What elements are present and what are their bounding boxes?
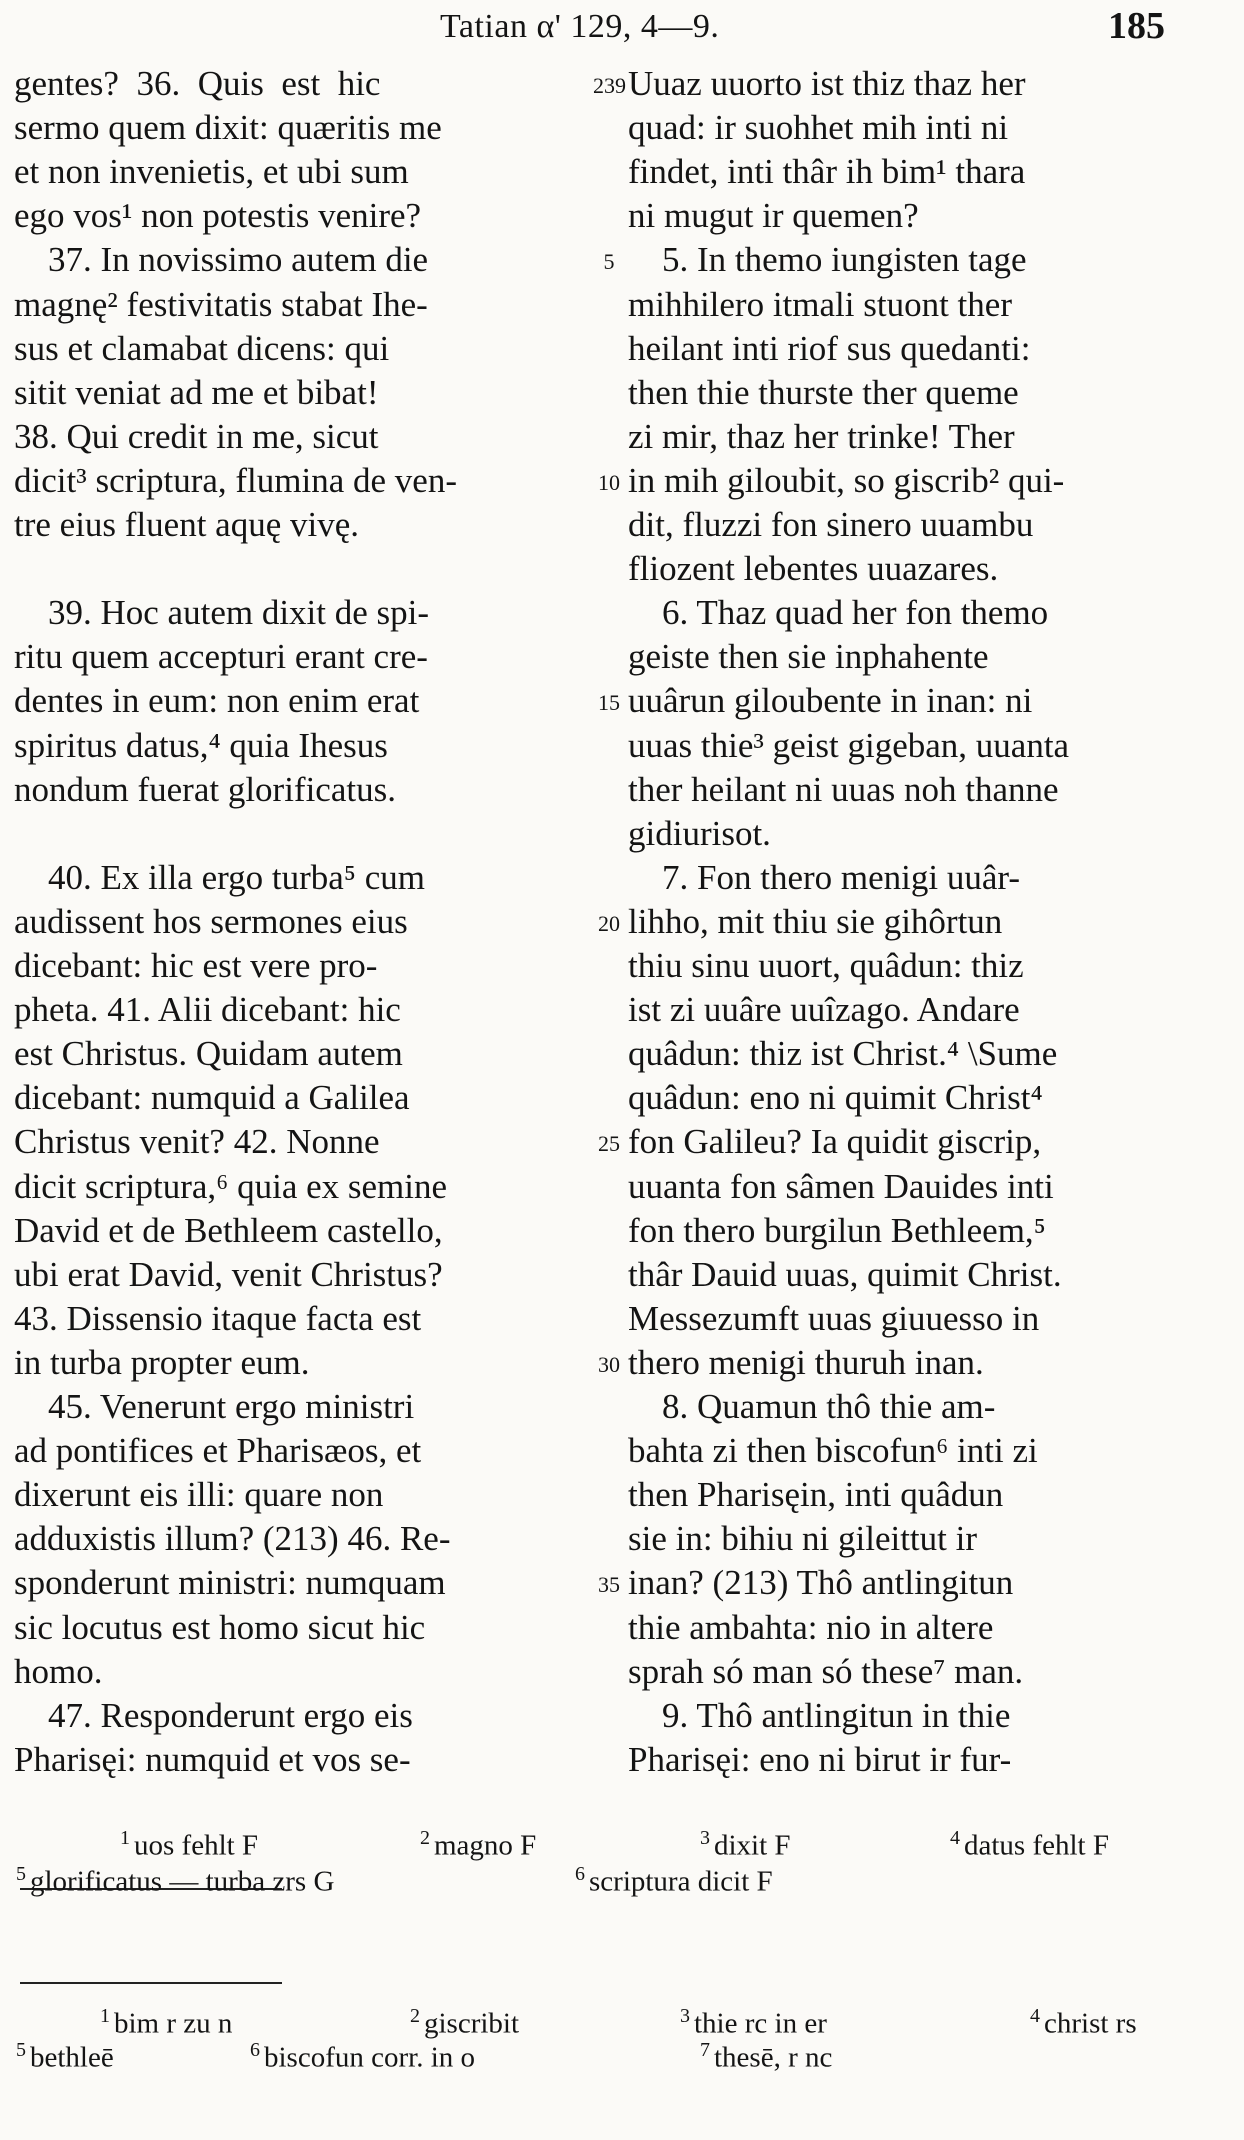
- running-head: Tatian α' 129, 4—9.: [440, 8, 720, 45]
- latin-line: 43. Dissensio itaque facta est: [14, 1298, 422, 1338]
- footnote: [16, 1856, 334, 1900]
- german-line: 8. Quamun thô thie am-: [662, 1387, 996, 1426]
- footnote-number: 3: [700, 1827, 710, 1849]
- german-line: then Pharisęin, inti quâdun: [628, 1475, 1004, 1515]
- latin-line: adduxistis illum? (213) 46. Re-: [14, 1519, 451, 1559]
- footnote-text: thie rc in er: [694, 2007, 827, 2040]
- latin-line: 39. Hoc autem dixit de spi-: [48, 593, 430, 633]
- footnote-text: bim r zu n: [114, 2007, 233, 2040]
- german-line: 5. In themo iungisten tage: [662, 240, 1027, 280]
- latin-line: est Christus. Quidam autem: [14, 1034, 403, 1074]
- page-number: 185: [1108, 5, 1165, 47]
- latin-line: 38. Qui credit in me, sicut: [14, 416, 379, 456]
- footnote: [420, 1820, 536, 1864]
- footnote: [1030, 1998, 1137, 2042]
- german-line: thiu sinu uuort, quâdun: thiz: [628, 946, 1024, 985]
- german-line: mihhilero itmali stuont ther: [628, 284, 1012, 324]
- german-line: Pharisęi: eno ni birut ir fur-: [628, 1739, 1012, 1779]
- footnote-text: christ rs: [1044, 2007, 1137, 2040]
- line-number: 25: [598, 1131, 620, 1157]
- footnote-text: scriptura dicit F: [589, 1865, 773, 1898]
- footnote-number: 4: [1030, 2005, 1040, 2027]
- footnote-number: 6: [575, 1863, 585, 1885]
- footnote-text: biscofun corr. in o: [264, 2041, 476, 2074]
- latin-line: sermo quem dixit: quæritis me: [14, 108, 442, 148]
- footnote-number: 3: [680, 2005, 690, 2027]
- latin-line: 40. Ex illa ergo turba⁵ cum: [48, 857, 426, 897]
- latin-line: David et de Bethleem castello,: [14, 1210, 443, 1250]
- german-line: lihho, mit thiu sie gihôrtun: [628, 901, 1003, 941]
- line-number: 20: [598, 910, 620, 936]
- german-line: fon Galileu? Ia quidit giscrip,: [628, 1122, 1042, 1162]
- latin-line: dentes in eum: non enim erat: [14, 681, 420, 721]
- line-number: 10: [598, 469, 620, 495]
- latin-line: in turba propter eum.: [14, 1342, 310, 1382]
- latin-line: Christus venit? 42. Nonne: [14, 1122, 380, 1162]
- line-number: 30: [598, 1351, 620, 1377]
- german-line: dit, fluzzi fon sinero uuambu: [628, 505, 1034, 544]
- latin-line: ad pontifices et Pharisæos, et: [14, 1431, 422, 1471]
- german-line: inan? (213) Thô antlingitun: [628, 1563, 1014, 1603]
- german-line: 7. Fon thero menigi uuâr-: [662, 857, 1020, 897]
- latin-line: dicebant: numquid a Galilea: [14, 1078, 410, 1118]
- german-line: fliozent lebentes uuazares.: [628, 549, 999, 589]
- latin-line: 47. Responderunt ergo eis: [48, 1695, 413, 1735]
- line-number: 15: [598, 690, 620, 716]
- german-line: gidiurisot.: [628, 813, 771, 853]
- latin-line: sic locutus est homo sicut hic: [14, 1607, 426, 1647]
- german-line: zi mir, thaz her trinke! Ther: [628, 416, 1015, 456]
- footnote: [100, 1998, 232, 2042]
- latin-line: ego vos¹ non potestis venire?: [14, 196, 422, 236]
- german-line: then thie thurste ther queme: [628, 372, 1019, 412]
- latin-line: dicit³ scriptura, flumina de ven-: [14, 460, 457, 500]
- latin-line: dicebant: hic est vere pro-: [14, 946, 378, 985]
- footnote-number: 6: [250, 2039, 260, 2061]
- german-line: uuanta fon sâmen Dauides inti: [628, 1166, 1054, 1206]
- latin-line: pheta. 41. Alii dicebant: hic: [14, 990, 401, 1030]
- footnote-number: 2: [410, 2005, 420, 2027]
- latin-line: sus et clamabat dicens: qui: [14, 328, 390, 368]
- footnote-text: bethleē: [30, 2041, 114, 2074]
- page-header: [0, 4, 1244, 54]
- footnote: [575, 1856, 773, 1900]
- latin-line: ritu quem accepturi erant cre-: [14, 637, 428, 677]
- footnote: [250, 2032, 475, 2076]
- german-line: heilant inti riof sus quedanti:: [628, 328, 1031, 368]
- footnote-text: dixit F: [714, 1829, 791, 1862]
- latin-line: dicit scriptura,⁶ quia ex semine: [14, 1166, 448, 1206]
- german-line: uuas thie³ geist gigeban, uuanta: [628, 725, 1070, 765]
- footnote-number: 1: [120, 1827, 130, 1849]
- german-line: fon thero burgilun Bethleem,⁵: [628, 1210, 1046, 1250]
- latin-line: [14, 812, 614, 856]
- line-number: 35: [598, 1572, 620, 1598]
- latin-line: et non invenietis, et ubi sum: [14, 152, 409, 192]
- german-line: ist zi uuâre uuîzago. Andare: [628, 990, 1020, 1030]
- german-line: bahta zi then biscofun⁶ inti zi: [628, 1431, 1038, 1471]
- german-line: 6. Thaz quad her fon themo: [662, 593, 1049, 633]
- german-line: 9. Thô antlingitun in thie: [662, 1695, 1011, 1735]
- latin-line: nondum fuerat glorificatus.: [14, 769, 396, 809]
- latin-line: Pharisęi: numquid et vos se-: [14, 1739, 411, 1779]
- footnote-text: magno F: [434, 1829, 537, 1862]
- footnote-number: 7: [700, 2039, 710, 2061]
- footnote: [950, 1820, 1109, 1864]
- footnote: [16, 2032, 114, 2076]
- german-line: findet, inti thâr ih bim¹ thara: [628, 152, 1026, 192]
- footnote-text: datus fehlt F: [964, 1829, 1109, 1862]
- footnote-number: 5: [16, 2039, 26, 2061]
- line-number: 239: [593, 73, 626, 98]
- footnote: [700, 2032, 832, 2076]
- line-number: 5: [603, 249, 615, 275]
- footnote-number: 4: [950, 1827, 960, 1849]
- german-line: quad: ir suohhet mih inti ni: [628, 108, 1009, 148]
- footnote-number: 1: [100, 2005, 110, 2027]
- german-line: Messezumft uuas giuuesso in: [628, 1298, 1040, 1338]
- latin-line: tre eius fluent aquę vivę.: [14, 505, 360, 544]
- footnote-number: 2: [420, 1827, 430, 1849]
- german-line: thero menigi thuruh inan.: [628, 1342, 984, 1382]
- footnote-number: 5: [16, 1863, 26, 1885]
- latin-line: audissent hos sermones eius: [14, 901, 408, 941]
- latin-line: dixerunt eis illi: quare non: [14, 1475, 384, 1515]
- latin-line: homo.: [14, 1651, 103, 1691]
- footnote-text: giscribit: [424, 2007, 520, 2040]
- german-line: quâdun: eno ni quimit Christ⁴: [628, 1078, 1043, 1118]
- german-line: quâdun: thiz ist Christ.⁴ \Sume: [628, 1034, 1058, 1074]
- german-line: thâr Dauid uuas, quimit Christ.: [628, 1254, 1062, 1294]
- german-line: Uuaz uuorto ist thiz thaz her: [628, 64, 1026, 103]
- german-line: in mih giloubit, so giscrib² qui-: [628, 460, 1065, 500]
- footnote-rule-second: [20, 1982, 282, 1984]
- german-line: sprah só man só these⁷ man.: [628, 1651, 1024, 1691]
- latin-line: gentes? 36. Quis est hic: [14, 64, 381, 103]
- footnote-text: thesē, r nc: [714, 2041, 833, 2074]
- latin-line: sitit veniat ad me et bibat!: [14, 372, 379, 412]
- german-line: uuârun giloubente in inan: ni: [628, 681, 1033, 721]
- german-line: ni mugut ir quemen?: [628, 196, 919, 236]
- german-line: ther heilant ni uuas noh thanne: [628, 769, 1059, 809]
- latin-line: [14, 547, 614, 591]
- latin-line: sponderunt ministri: numquam: [14, 1563, 446, 1603]
- footnote-text: glorificatus — turba zrs G: [30, 1865, 335, 1898]
- footnote-text: uos fehlt F: [134, 1829, 259, 1862]
- latin-line: 45. Venerunt ergo ministri: [48, 1387, 415, 1426]
- german-line: geiste then sie inphahente: [628, 637, 989, 677]
- german-line: thie ambahta: nio in altere: [628, 1607, 994, 1647]
- latin-line: spiritus datus,⁴ quia Ihesus: [14, 725, 388, 765]
- latin-line: magnę² festivitatis stabat Ihe-: [14, 284, 428, 324]
- latin-line: ubi erat David, venit Christus?: [14, 1254, 443, 1294]
- german-line: sie in: bihiu ni gileittut ir: [628, 1519, 978, 1559]
- latin-line: 37. In novissimo autem die: [48, 240, 429, 280]
